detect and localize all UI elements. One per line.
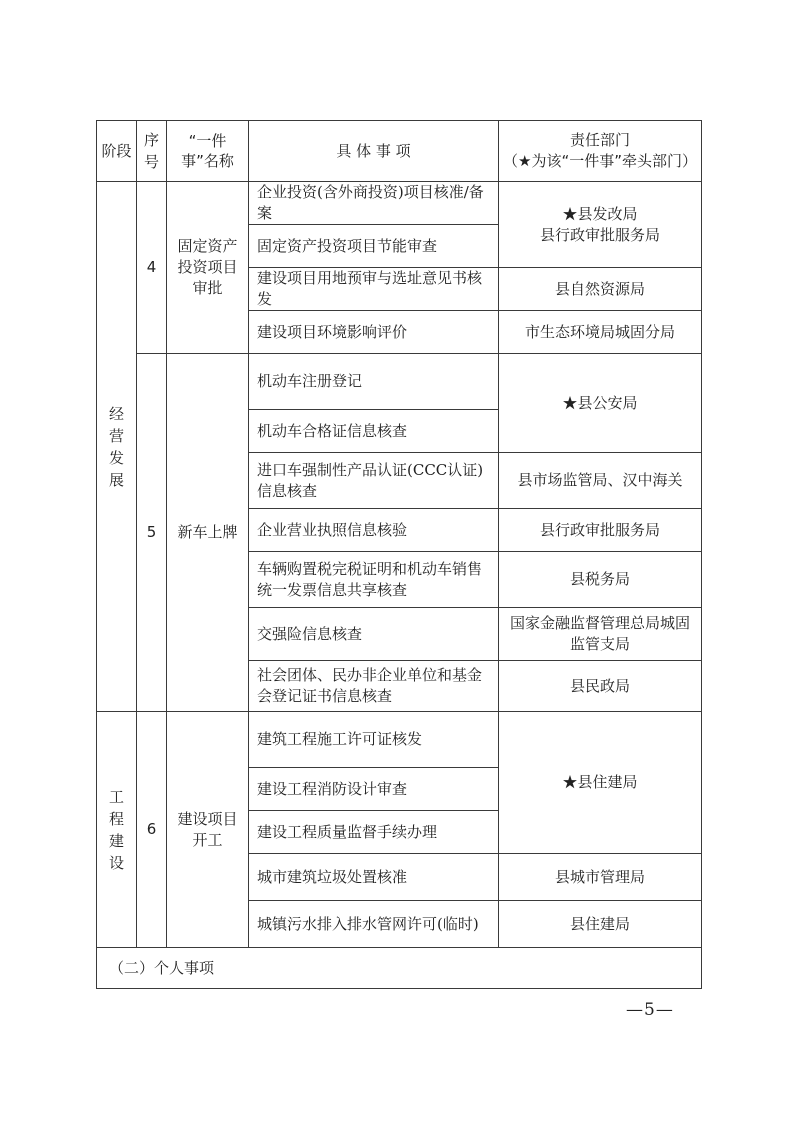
table-header-row [97,121,702,182]
header-stage: 阶段 [97,121,137,182]
dept-cell: 国家金融监督管理总局城固监管支局 [499,608,702,661]
item-cell: 建设工程质量监督手续办理 [249,811,499,854]
dept-cell: 县自然资源局 [499,268,702,311]
matter-name-cell: 固定资产投资项目审批 [167,182,249,354]
dept-cell: ★县公安局 [499,354,702,453]
item-cell: 机动车合格证信息核查 [249,410,499,453]
item-cell: 社会团体、民办非企业单位和基金会登记证书信息核查 [249,661,499,712]
item-cell: 建设项目用地预审与选址意见书核发 [249,268,499,311]
dept-cell: 市生态环境局城固分局 [499,311,702,354]
item-cell: 城市建筑垃圾处置核准 [249,854,499,901]
dept-cell [499,182,702,268]
item-cell: 建设项目环境影响评价 [249,311,499,354]
dept-label: 县行政审批服务局 [539,225,660,244]
matter-name-cell: 新车上牌 [167,354,249,712]
lead-dept-label: ★县发改局 [562,204,638,223]
table-row [97,182,702,225]
section-label: （二）个人事项 [97,948,702,989]
seq-cell: 6 [137,712,167,948]
header-seq: 序号 [137,121,167,182]
matters-table [96,120,702,989]
item-cell: 车辆购置税完税证明和机动车销售统一发票信息共享核查 [249,552,499,608]
header-items: 具 体 事 项 [249,121,499,182]
seq-cell: 5 [137,354,167,712]
dept-cell: 县民政局 [499,661,702,712]
matter-name-cell: 建设项目开工 [167,712,249,948]
dept-cell: 县市场监管局、汉中海关 [499,453,702,509]
stage-cell: 经营发展 [97,182,137,712]
item-cell: 企业营业执照信息核验 [249,509,499,552]
item-cell: 交强险信息核查 [249,608,499,661]
table-row [97,712,702,768]
header-dept-line2: （★为该“一件事”牵头部门） [503,152,697,170]
table-row [97,354,702,410]
page-number: —5— [626,1000,674,1020]
item-cell: 固定资产投资项目节能审查 [249,225,499,268]
header-dept-line1: 责任部门 [569,131,630,149]
header-name: “一件事”名称 [167,121,249,182]
dept-cell: 县行政审批服务局 [499,509,702,552]
item-cell: 建设工程消防设计审查 [249,768,499,811]
stage-cell: 工程建设 [97,712,137,948]
item-cell: 机动车注册登记 [249,354,499,410]
dept-cell: 县城市管理局 [499,854,702,901]
seq-cell: 4 [137,182,167,354]
dept-cell: ★县住建局 [499,712,702,854]
item-cell: 进口车强制性产品认证(CCC认证)信息核查 [249,453,499,509]
header-dept [499,121,702,182]
item-cell: 建筑工程施工许可证核发 [249,712,499,768]
item-cell: 城镇污水排入排水管网许可(临时) [249,901,499,948]
section-row [97,948,702,989]
item-cell: 企业投资(含外商投资)项目核准/备案 [249,182,499,225]
dept-cell: 县住建局 [499,901,702,948]
dept-cell: 县税务局 [499,552,702,608]
